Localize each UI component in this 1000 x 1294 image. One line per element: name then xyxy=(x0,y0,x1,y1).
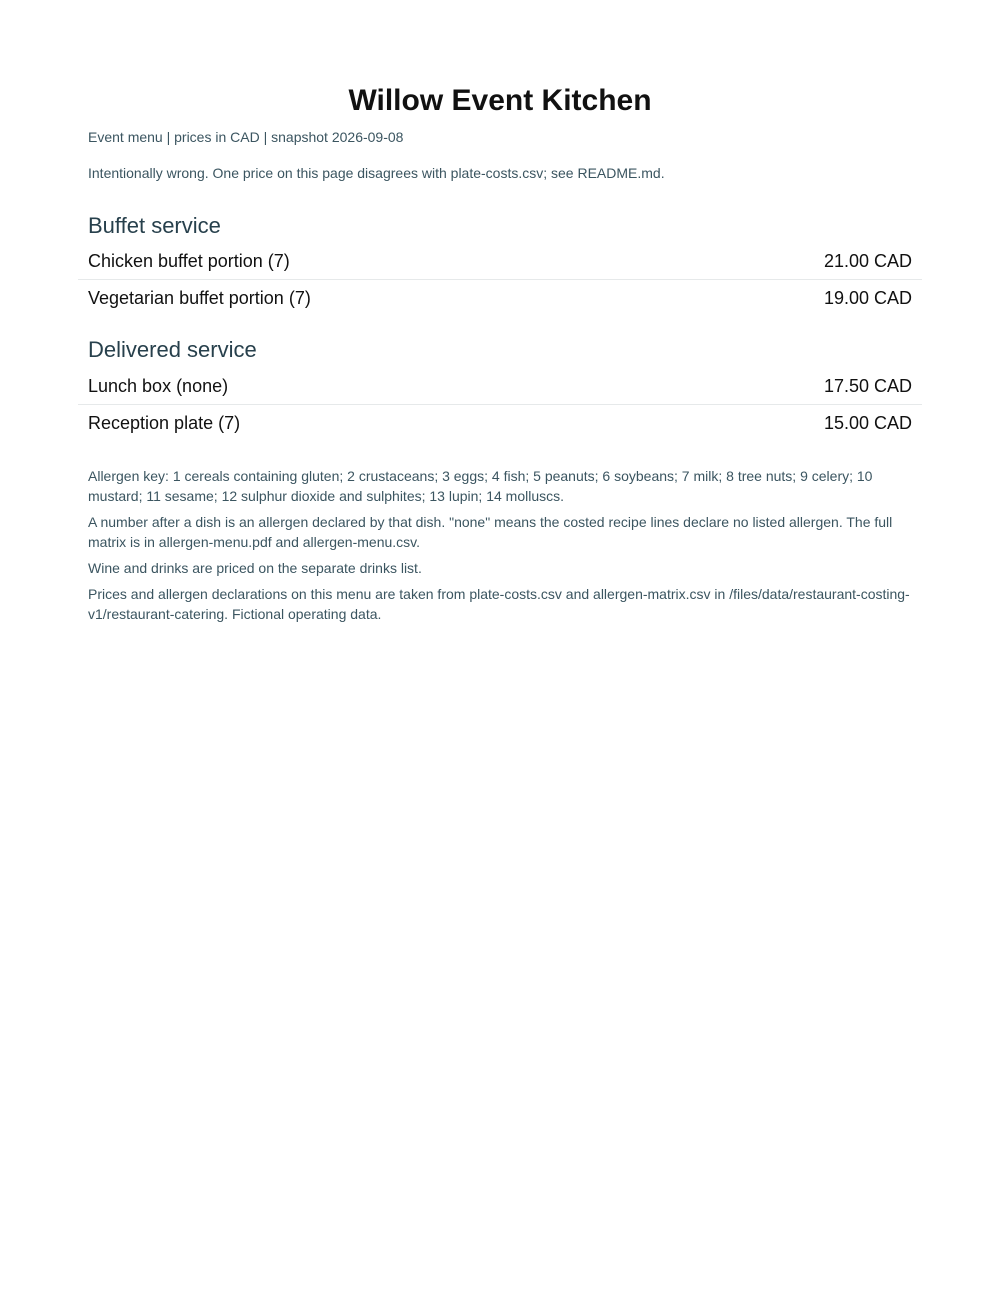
price-warning-note: Intentionally wrong. One price on this page disagrees with plate-costs.csv; see README.md. xyxy=(88,165,665,181)
dish-price: 19.00 CAD xyxy=(823,287,912,308)
delivered-service-list xyxy=(78,368,922,441)
menu-item-vegetarian-buffet-portion xyxy=(78,279,922,316)
dish-price: 15.00 CAD xyxy=(823,412,912,433)
allergen-key: Allergen key: 1 cereals containing gluten; 2 crustaceans; 3 eggs; 4 fish; 5 peanuts; 6 soybeans; 7 milk; 8 tree nuts; 9 celery; 10 mustard; 11 sesame; 12 sulphur dioxide and sulphites; 13 lupin; 14 molluscs. xyxy=(88,468,873,504)
menu-item-lunch-box xyxy=(78,368,922,404)
dish-name: Chicken buffet portion (7) xyxy=(88,250,290,271)
source-note: Prices and allergen declarations on this menu are taken from plate-costs.csv and allergen-matrix.csv in /files/data/restaurant-costing-v1/restaurant-catering. Fictional operating data. xyxy=(88,586,910,622)
dish-price: 21.00 CAD xyxy=(823,250,912,271)
menu-item-chicken-buffet-portion xyxy=(78,243,922,279)
menu-footer xyxy=(88,466,912,630)
allergen-explanation: A number after a dish is an allergen declared by that dish. "none" means the costed recipe lines declare no listed allergen. The full matrix is in allergen-menu.pdf and allergen-menu.csv. xyxy=(88,514,893,550)
dish-name: Lunch box (none) xyxy=(88,375,229,396)
menu-item-reception-plate xyxy=(78,404,922,441)
page-title: Willow Event Kitchen xyxy=(348,84,652,117)
drinks-note: Wine and drinks are priced on the separate drinks list. xyxy=(88,560,422,576)
section-title-delivered-service: Delivered service xyxy=(88,337,257,362)
dish-name: Reception plate (7) xyxy=(88,412,241,433)
dish-name: Vegetarian buffet portion (7) xyxy=(88,287,311,308)
menu-subtitle: Event menu | prices in CAD | snapshot 2026-09-08 xyxy=(88,129,404,145)
dish-price: 17.50 CAD xyxy=(823,375,912,396)
section-title-buffet-service: Buffet service xyxy=(88,213,221,238)
buffet-service-list xyxy=(78,243,922,316)
